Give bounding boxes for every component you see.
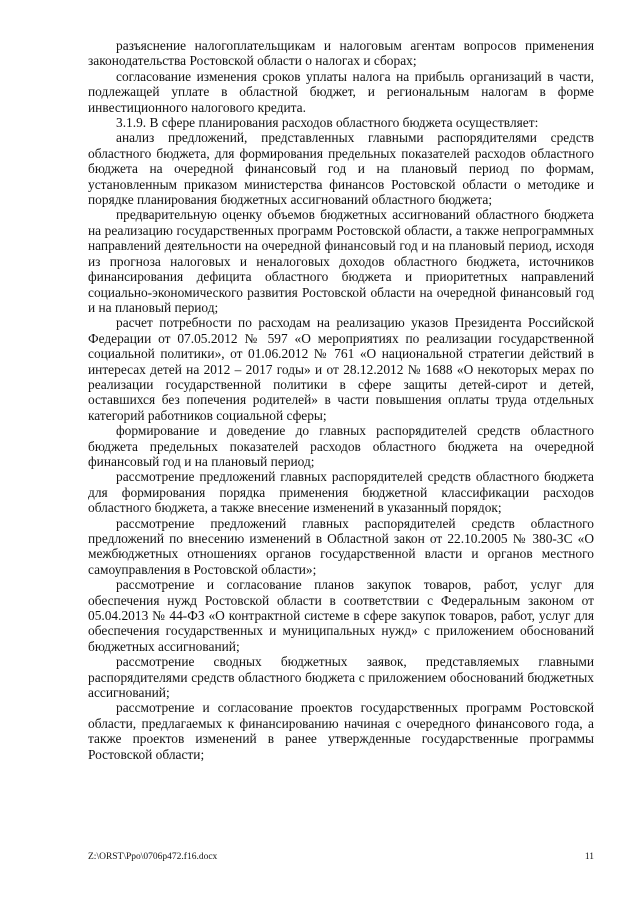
footer-page-number: 11 (584, 852, 594, 862)
paragraph-budget-requests: рассмотрение сводных бюджетных заявок, представляемых главными распорядителями средств областного бюджета с приложением обоснований бюджетных ассигнований; (88, 654, 594, 701)
page-footer (88, 852, 594, 863)
paragraph-procurement-plans: рассмотрение и согласование планов закупок товаров, работ, услуг для обеспечения нужд Ростовской области в соответствии с Федеральным законом от 05.04.2013 № 44-ФЗ «О контрактной системе в сфере закупок товаров, работ, услуг для обеспечения государственных и муниципальных нужд» с приложением обоснований бюджетных ассигнований; (88, 577, 594, 654)
paragraph-limit-indicators: формирование и доведение до главных распорядителей средств областного бюджета предельных показателей расходов областного бюджета на очередной финансовый год и на плановый период; (88, 423, 594, 469)
paragraph-analysis-proposals: анализ предложений, представленных главными распорядителями средств областного бюджета, для формирования предельных показателей расходов областного бюджета на очередной финансовый год и на плановый период по формам, установленным приказом министерства финансов Ростовской области о методике и порядке планирования бюджетных ассигнований областного бюджета; (88, 130, 594, 208)
section-heading-3-1-9: 3.1.9. В сфере планирования расходов областного бюджета осуществляет: (116, 115, 539, 131)
document-body (88, 38, 594, 762)
paragraph-presidential-decrees: расчет потребности по расходам на реализацию указов Президента Российской Федерации от 07.05.2012 № 597 «О мероприятиях по реализации государственной социальной политики», от 01.06.2012 № 761 «О национальной стратегии действий в интересах детей на 2012 – 2017 годы» и от 28.12.2012 № 1688 «О некоторых мерах по реализации государственной политики в сфере защиты детей-сирот и детей, оставшихся без попечения родителей» в части повышения оплаты труда отдельных категорий работников социальной сферы; (88, 315, 594, 423)
paragraph-taxpayer-clarification: разъяснение налогоплательщикам и налоговым агентам вопросов применения законодательства Ростовской области о налогах и сборах; (88, 38, 594, 69)
footer-file-path: Z:\ORST\Ppo\0706p472.f16.docx (88, 852, 218, 862)
paragraph-interbudget-law: рассмотрение предложений главных распорядителей средств областного предложений по внесению изменений в Областной закон от 22.10.2005 № 380-ЗС «О межбюджетных отношениях органов государственной власти и органов местного самоуправления в Ростовской области»; (88, 515, 594, 577)
paragraph-preliminary-assessment: предварительную оценку объемов бюджетных ассигнований областного бюджета на реализацию государственных программ Ростовской области, а также непрограммных направлений деятельности на очередной финансовый год и на плановый период, исходя из прогноза налоговых и неналоговых доходов областного бюджета, источников финансирования дефицита областного бюджета и приоритетных направлений социально-экономического развития Ростовской области на очередной финансовый год и на плановый период; (88, 207, 594, 315)
paragraph-tax-deadline-change: согласование изменения сроков уплаты налога на прибыль организаций в части, подлежащей уплате в областной бюджет, и региональным налогам в форме инвестиционного налогового кредита. (88, 68, 594, 115)
paragraph-budget-classification: рассмотрение предложений главных распорядителей средств областного бюджета для формирования порядка применения бюджетной классификации расходов областного бюджета, а также внесение изменений в указанный порядок; (88, 469, 594, 516)
paragraph-state-programs: рассмотрение и согласование проектов государственных программ Ростовской области, предлагаемых к финансированию начиная с очередного финансового года, а также проектов изменений в ранее утвержденные государственные программы Ростовской области; (88, 700, 594, 762)
